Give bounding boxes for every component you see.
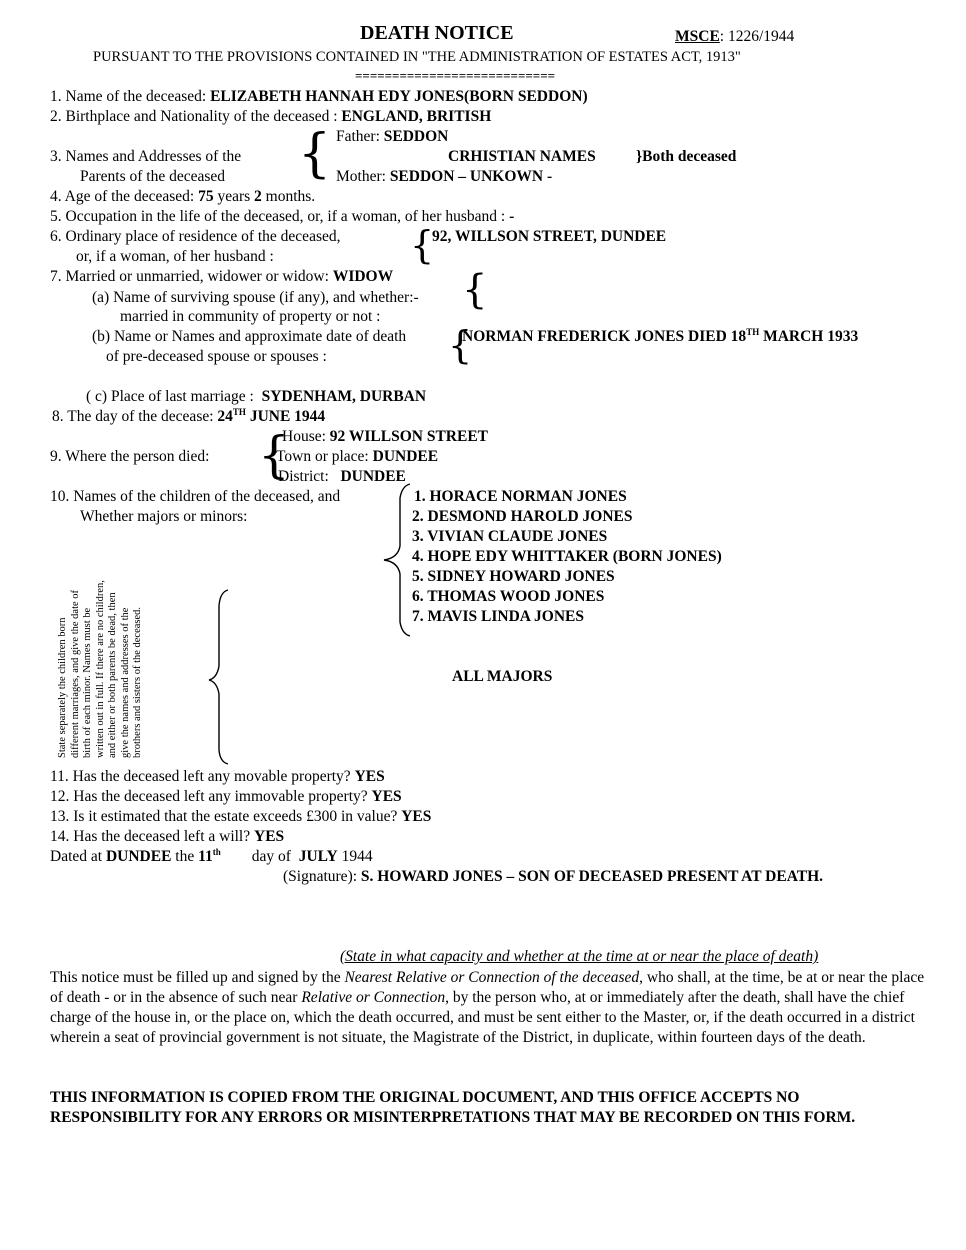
item-2 xyxy=(50,108,491,126)
dated-label: Dated at xyxy=(50,848,103,865)
age-months: 2 xyxy=(254,188,262,205)
all-majors: ALL MAJORS xyxy=(452,668,553,685)
marriage-place: SYDENHAM, DURBAN xyxy=(261,388,427,405)
months-label: months. xyxy=(265,188,316,205)
dated-day xyxy=(198,848,221,865)
town-line xyxy=(276,448,438,466)
instructions-italic-2: Relative or Connection xyxy=(301,989,446,1006)
dated-day-number: 11 xyxy=(198,848,213,865)
birthplace-value: ENGLAND, BRITISH xyxy=(341,108,492,125)
dated-year: 1944 xyxy=(341,848,373,865)
decease-day: 24 xyxy=(217,408,233,425)
disclaimer: THIS INFORMATION IS COPIED FROM THE ORIGINAL DOCUMENT, AND THIS OFFICE ACCEPTS NO RESPONSIBILITY FOR ANY ERRORS OR MISINTERPRETATIONS THAT MAY BE RECORDED ON THIS FORM. xyxy=(50,1089,856,1126)
child-item: 1. HORACE NORMAN JONES xyxy=(414,488,627,505)
estate-value: YES xyxy=(401,808,432,825)
marital-status-value: WIDOW xyxy=(332,268,394,285)
district-value: DUNDEE xyxy=(340,468,406,485)
years-label: years xyxy=(217,188,251,205)
side-note xyxy=(57,580,187,758)
page-title: DEATH NOTICE xyxy=(360,22,514,44)
child-item: 6. THOMAS WOOD JONES xyxy=(412,588,605,605)
house-line xyxy=(282,428,488,446)
will-value: YES xyxy=(254,828,285,845)
item-2-label: 2. Birthplace and Nationality of the deceased : xyxy=(50,108,338,125)
dated-month: JULY xyxy=(298,848,338,865)
predeceased-sup: TH xyxy=(746,326,760,337)
brace-predeceased: { xyxy=(448,323,473,367)
age-years: 75 xyxy=(198,188,214,205)
dated-line xyxy=(50,848,373,866)
mother-label: Mother: xyxy=(336,168,386,185)
item-13 xyxy=(50,808,431,826)
father-line xyxy=(336,128,448,146)
town-value: DUNDEE xyxy=(372,448,439,465)
town-label: Town or place: xyxy=(276,448,369,465)
dated-place: DUNDEE xyxy=(105,848,172,865)
item-1-label: 1. Name of the deceased: xyxy=(50,88,207,105)
item-8 xyxy=(52,408,325,426)
child-item: 5. SIDNEY HOWARD JONES xyxy=(412,568,615,585)
brace-spouse: { xyxy=(462,267,488,313)
item-7a-label-2: married in community of property or not : xyxy=(120,308,381,325)
item-5-label: 5. Occupation in the life of the deceased, or, if a woman, of her husband : xyxy=(50,208,506,225)
item-7c xyxy=(86,388,426,406)
signature-label: (Signature): xyxy=(283,868,358,885)
item-7b-label-2: of pre-deceased spouse or spouses : xyxy=(106,348,327,365)
deceased-name: ELIZABETH HANNAH EDY JONES(BORN SEDDON) xyxy=(210,88,588,105)
item-10-label-2: Whether majors or minors: xyxy=(80,508,248,525)
dated-the: the xyxy=(175,848,195,865)
dated-sup: th xyxy=(212,846,221,857)
brace-place-died: { xyxy=(258,426,290,484)
item-8-label: 8. The day of the decease: xyxy=(52,408,214,425)
side-note-text: State separately the children born different marriages, and give the date of birth of each minor. Names must be written out in full. If there are no children, and either or both parents be dead, then give the names and addresses of the brothers and sisters of the deceased. xyxy=(57,580,143,758)
child-item: 2. DESMOND HAROLD JONES xyxy=(412,508,633,525)
brace-parents: { xyxy=(298,124,332,184)
item-7-label: 7. Married or unmarried, widower or widow: xyxy=(50,268,329,285)
movable-value: YES xyxy=(354,768,385,785)
predeceased-spouse xyxy=(462,328,858,346)
rule-line: =========================== xyxy=(355,68,556,83)
item-4-label: 4. Age of the deceased: xyxy=(50,188,195,205)
item-7a-label: (a) Name of surviving spouse (if any), and whether:- xyxy=(92,289,419,306)
item-9-label: 9. Where the person died: xyxy=(50,448,210,465)
instructions-paragraph xyxy=(50,968,930,1048)
item-4 xyxy=(50,188,315,206)
instructions-part-3: , by the person who, at or immediately after the death, shall have the chief charge of the house in, or the place on, which the death occurred, and must be sent either to the Master, or, if the death occurred in a district wherein a seat of provincial government is not situate, the Magistrate of the District, in duplicate, within fourteen days of the death. xyxy=(50,989,915,1046)
house-label: House: xyxy=(282,428,326,445)
msce-label: MSCE xyxy=(675,28,720,45)
brace-children xyxy=(376,480,416,640)
item-13-label: 13. Is it estimated that the estate exceeds £300 in value? xyxy=(50,808,398,825)
father-value: SEDDON xyxy=(383,128,449,145)
item-14 xyxy=(50,828,284,846)
item-3-label: 3. Names and Addresses of the xyxy=(50,148,242,165)
brace-side-note xyxy=(204,586,234,768)
father-label: Father: xyxy=(336,128,380,145)
predeceased-spouse-text: NORMAN FREDERICK JONES DIED 18 xyxy=(462,328,747,345)
item-5 xyxy=(50,208,514,226)
item-10-label: 10. Names of the children of the deceased, and xyxy=(50,488,341,505)
instructions-part-2: , who shall, at the time, be at or near the place of death - or in the absence of such near xyxy=(50,969,925,1006)
both-deceased: }Both deceased xyxy=(636,148,737,165)
decease-month-year: JUNE 1944 xyxy=(245,408,326,425)
item-11-label: 11. Has the deceased left any movable property? xyxy=(50,768,351,785)
item-7b-label: (b) Name or Names and approximate date of death xyxy=(92,328,407,345)
brace-residence: { xyxy=(410,223,435,267)
item-1 xyxy=(50,88,588,106)
signature-line xyxy=(283,868,823,886)
house-value: 92 WILLSON STREET xyxy=(329,428,489,445)
item-6-label: 6. Ordinary place of residence of the deceased, xyxy=(50,228,341,245)
item-7c-label: ( c) Place of last marriage : xyxy=(86,388,254,405)
msce-value: : 1226/1944 xyxy=(719,28,795,45)
item-14-label: 14. Has the deceased left a will? xyxy=(50,828,251,845)
item-12-label: 12. Has the deceased left any immovable property? xyxy=(50,788,368,805)
immovable-value: YES xyxy=(371,788,402,805)
capacity-note: (State in what capacity and whether at the time at or near the place of death) xyxy=(340,948,819,965)
item-6-label-2: or, if a woman, of her husband : xyxy=(76,248,274,265)
child-item: 4. HOPE EDY WHITTAKER (BORN JONES) xyxy=(412,548,722,565)
item-7 xyxy=(50,268,393,286)
district-label: District: xyxy=(278,468,329,485)
dated-day-of: day of xyxy=(251,848,291,865)
mother-line xyxy=(336,168,552,186)
child-item: 3. VIVIAN CLAUDE JONES xyxy=(412,528,608,545)
occupation-value: - xyxy=(509,208,515,225)
item-12 xyxy=(50,788,402,806)
child-item: 7. MAVIS LINDA JONES xyxy=(412,608,584,625)
predeceased-date: MARCH 1933 xyxy=(759,328,859,345)
decease-date xyxy=(217,408,325,425)
instructions-italic-1: Nearest Relative or Connection of the deceased xyxy=(344,969,640,986)
msce-number xyxy=(675,28,794,46)
item-11 xyxy=(50,768,385,786)
residence-value: 92, WILLSON STREET, DUNDEE xyxy=(432,228,667,245)
signature-value: S. HOWARD JONES – SON OF DECEASED PRESENT AT DEATH. xyxy=(360,868,824,885)
subtitle: PURSUANT TO THE PROVISIONS CONTAINED IN "THE ADMINISTRATION OF ESTATES ACT, 1913" xyxy=(93,49,741,65)
instructions-part-1: This notice must be filled up and signed by the xyxy=(50,969,345,986)
mother-value: SEDDON – UNKOWN - xyxy=(389,168,553,185)
item-3-label-2: Parents of the deceased xyxy=(80,168,226,185)
christian-names: CRHISTIAN NAMES xyxy=(448,148,596,165)
decease-sup: TH xyxy=(232,406,246,417)
